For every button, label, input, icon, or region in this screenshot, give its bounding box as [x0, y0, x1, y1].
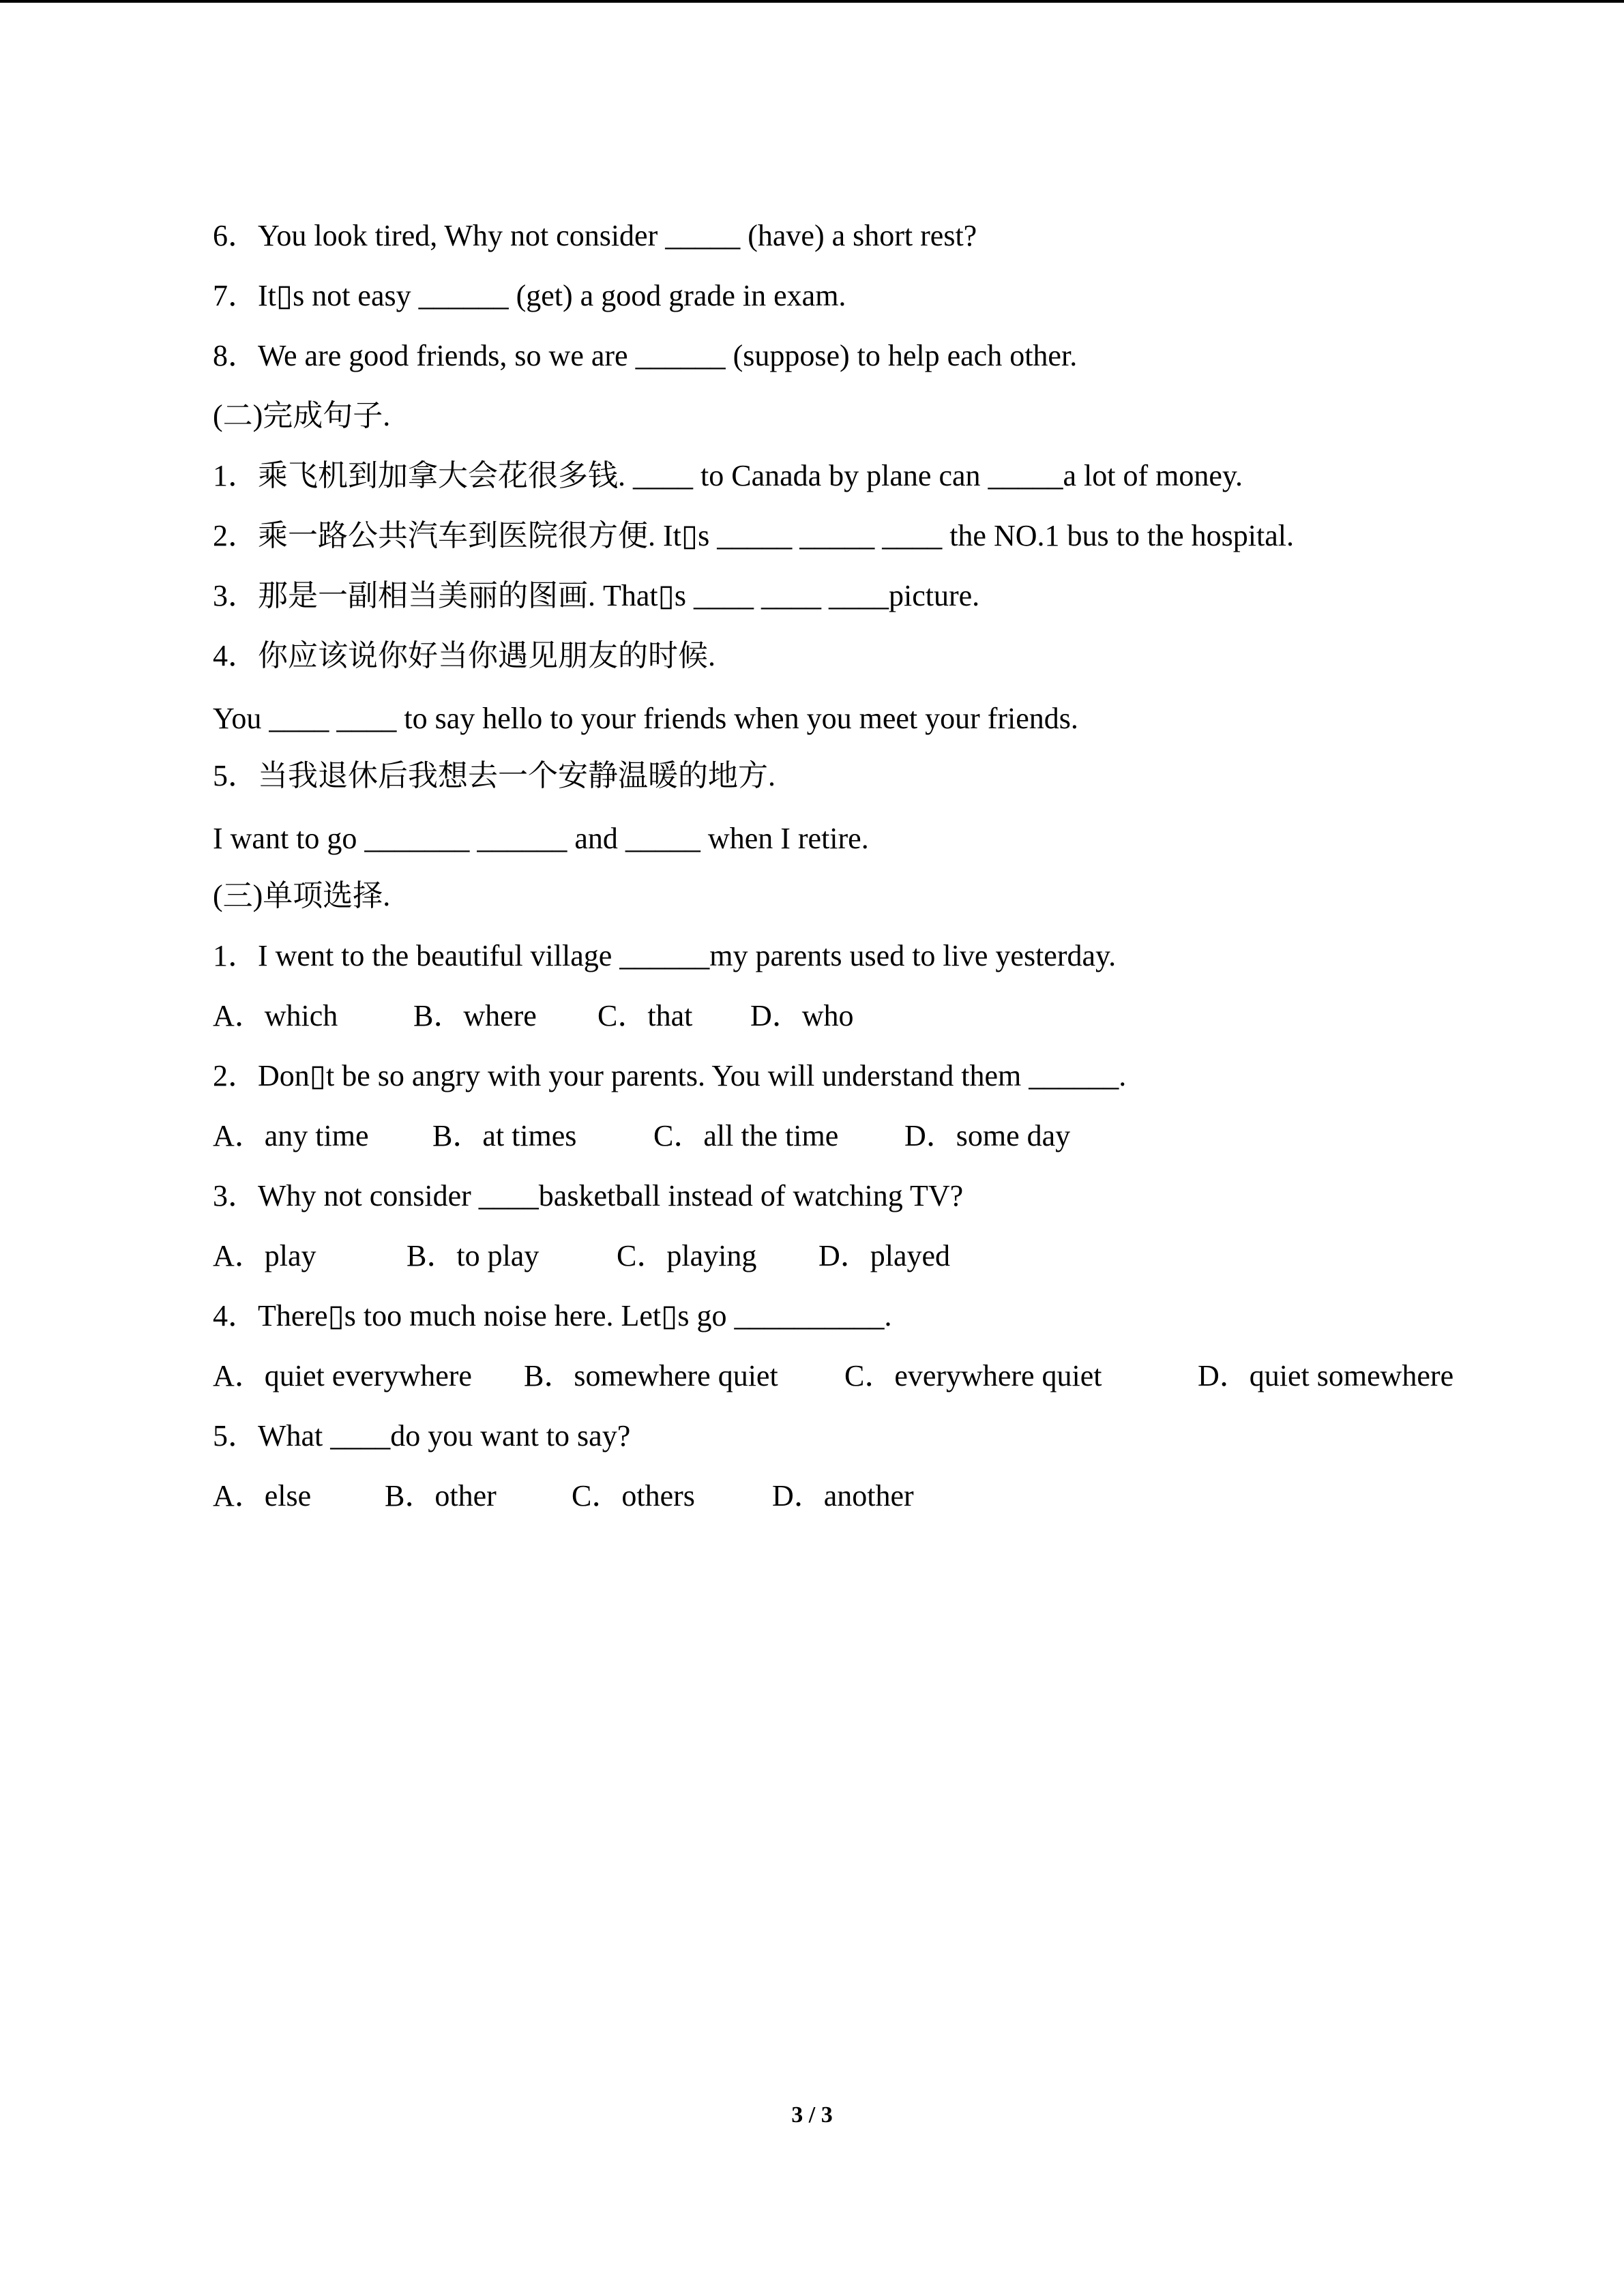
question-3-stem: 3．Why not consider ____basketball instead of watching TV? — [213, 1179, 964, 1212]
question-1-option-b: B．where — [413, 999, 537, 1032]
section2-heading: (二)完成句子. — [213, 399, 391, 432]
question-3-option-d: D．played — [818, 1239, 951, 1272]
question-1-stem: 1．I went to the beautiful village ______my parents used to live yesterday. — [213, 939, 1117, 972]
page-number: 3 / 3 — [791, 2102, 833, 2128]
question-2-stem: 2．Don▯t be so angry with your parents. You will understand them ______. — [213, 1059, 1127, 1092]
question-4-option-b: B．somewhere quiet — [524, 1359, 778, 1392]
part1-item-7: 7．It▯s not easy ______ (get) a good grade in exam. — [213, 279, 846, 312]
question-1-option-d: D．who — [750, 999, 854, 1032]
question-3-option-c: C．playing — [617, 1239, 757, 1272]
question-5-option-c: C．others — [572, 1479, 695, 1512]
question-4-option-a: A．quiet everywhere — [213, 1359, 472, 1392]
question-3-option-b: B．to play — [407, 1239, 540, 1272]
section2-item-1: 1．乘飞机到加拿大会花很多钱. ____ to Canada by plane can _____a lot of money. — [213, 459, 1243, 492]
question-3-option-a: A．play — [213, 1239, 316, 1272]
question-5-option-d: D．another — [772, 1479, 914, 1512]
question-5-option-b: B．other — [385, 1479, 497, 1512]
question-5-option-a: A．else — [213, 1479, 312, 1512]
question-2-option-b: B．at times — [432, 1119, 577, 1152]
question-2-option-d: D．some day — [904, 1119, 1071, 1152]
section2-item-2: 2．乘一路公共汽车到医院很方便. It▯s _____ _____ ____ the NO.1 bus to the hospital. — [213, 519, 1294, 552]
section2-item-4-chinese: 4．你应该说你好当你遇见朋友的时候. — [213, 639, 715, 672]
section2-item-4-answer: You ____ ____ to say hello to your friends when you meet your friends. — [213, 702, 1078, 735]
part1-item-6: 6．You look tired, Why not consider _____ (have) a short rest? — [213, 219, 977, 252]
section2-item-3: 3．那是一副相当美丽的图画. That▯s ____ ____ ____picture. — [213, 579, 980, 612]
question-2-option-a: A．any time — [213, 1119, 369, 1152]
question-4-stem: 4．There▯s too much noise here. Let▯s go __________. — [213, 1299, 892, 1332]
section2-item-5-chinese: 5．当我退休后我想去一个安静温暖的地方. — [213, 759, 776, 792]
part1-item-8: 8．We are good friends, so we are ______ (suppose) to help each other. — [213, 339, 1078, 372]
top-border-rule — [0, 0, 1624, 3]
question-1-option-c: C．that — [597, 999, 693, 1032]
section2-item-5-answer: I want to go _______ ______ and _____ when I retire. — [213, 822, 869, 855]
question-1-option-a: A．which — [213, 999, 338, 1032]
question-5-stem: 5．What ____do you want to say? — [213, 1419, 631, 1452]
question-2-option-c: C．all the time — [653, 1119, 839, 1152]
question-4-option-d: D．quiet somewhere — [1198, 1359, 1454, 1392]
question-4-option-c: C．everywhere quiet — [844, 1359, 1102, 1392]
section3-heading: (三)单项选择. — [213, 879, 391, 912]
